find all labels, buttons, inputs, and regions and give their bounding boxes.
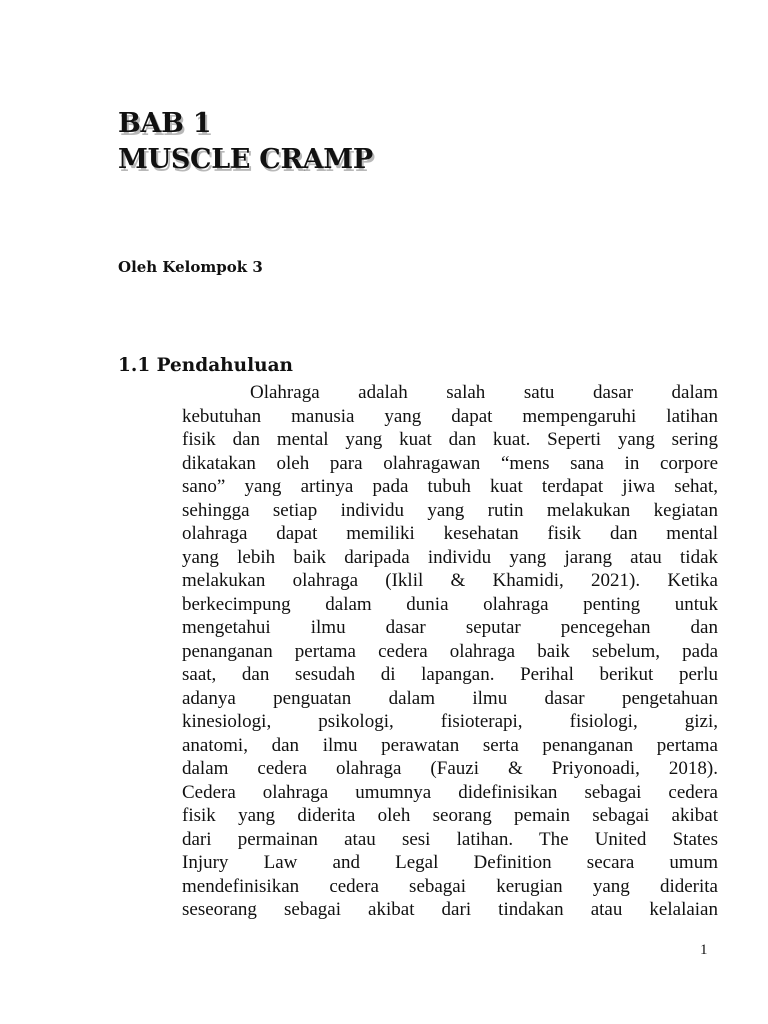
paragraph-line: dikatakan oleh para olahragawan “mens sana in corpore <box>182 452 718 474</box>
paragraph-line: dalam cedera olahraga (Fauzi & Priyonoadi, 2018). <box>182 758 718 779</box>
paragraph-line: sehingga setiap individu yang rutin melakukan kegiatan <box>182 499 718 521</box>
paragraph-line: anatomi, dan ilmu perawatan serta penanganan pertama <box>182 734 718 756</box>
paragraph-line: dari permainan atau sesi latihan. The United States <box>182 828 718 850</box>
paragraph-line: adanya penguatan dalam ilmu dasar pengetahuan <box>182 687 718 709</box>
paragraph-line: Injury Law and Legal Definition secara umum <box>182 852 718 873</box>
paragraph-line: mengetahui ilmu dasar seputar pencegehan dan <box>182 617 718 638</box>
chapter-heading <box>118 106 373 178</box>
paragraph-line: mendefinisikan cedera sebagai kerugian yang diderita <box>182 875 718 897</box>
paragraph-line: melakukan olahraga (Iklil & Khamidi, 2021). Ketika <box>182 570 718 591</box>
chapter-title: MUSCLE CRAMP <box>118 144 373 175</box>
paragraph-line: Olahraga adalah salah satu dasar dalam <box>250 382 718 403</box>
body-paragraph <box>182 381 718 922</box>
chapter-label: BAB 1 <box>118 108 212 139</box>
paragraph-line: olahraga dapat memiliki kesehatan fisik dan mental <box>182 523 718 544</box>
paragraph-line: berkecimpung dalam dunia olahraga penting untuk <box>182 593 718 615</box>
paragraph-line: kebutuhan manusia yang dapat mempengaruhi latihan <box>182 405 718 427</box>
paragraph-line: saat, dan sesudah di lapangan. Perihal berikut perlu <box>182 664 718 685</box>
paragraph-line: fisik dan mental yang kuat dan kuat. Seperti yang sering <box>182 429 718 450</box>
paragraph-line: kinesiologi, psikologi, fisioterapi, fisiologi, gizi, <box>182 711 718 732</box>
section-title: 1.1 Pendahuluan <box>118 355 294 376</box>
paragraph-line: Cedera olahraga umumnya didefinisikan sebagai cedera <box>182 781 718 803</box>
paragraph-line: fisik yang diderita oleh seorang pemain sebagai akibat <box>182 805 718 826</box>
paragraph-line: sano” yang artinya pada tubuh kuat terdapat jiwa sehat, <box>182 476 718 497</box>
author-line: Oleh Kelompok 3 <box>118 258 263 276</box>
paragraph-line: seseorang sebagai akibat dari tindakan atau kelalaian <box>182 899 718 920</box>
paragraph-line: yang lebih baik daripada individu yang jarang atau tidak <box>182 546 718 568</box>
paragraph-line: penanganan pertama cedera olahraga baik sebelum, pada <box>182 640 718 662</box>
page-number: 1 <box>700 942 708 958</box>
